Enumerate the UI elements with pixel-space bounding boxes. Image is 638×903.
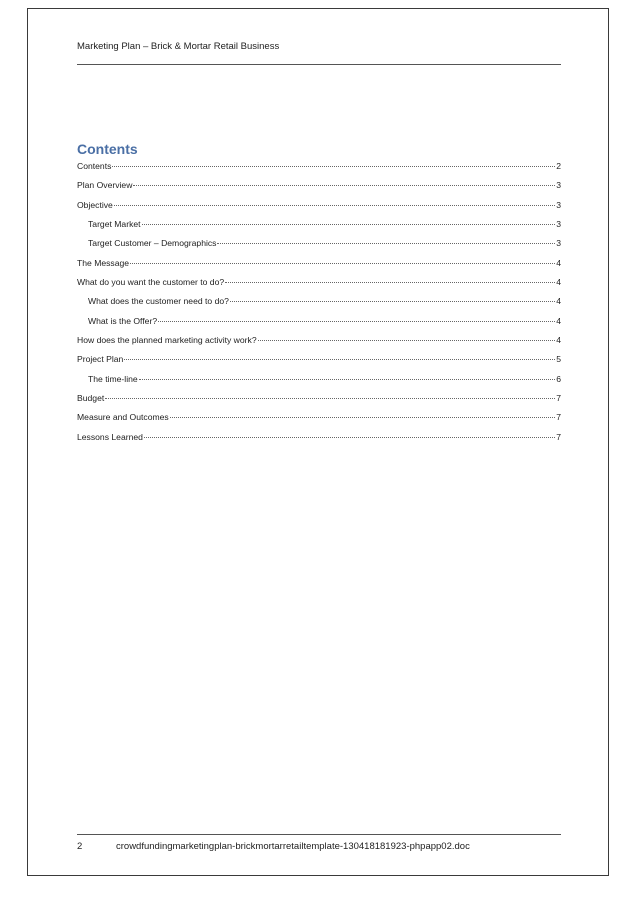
dot-leader: [225, 281, 555, 283]
dot-leader: [112, 165, 555, 167]
toc-entry-the-message[interactable]: [77, 258, 561, 277]
page-header: Marketing Plan – Brick & Mortar Retail Business: [77, 41, 280, 52]
dot-leader: [230, 300, 555, 302]
dot-leader: [144, 436, 555, 438]
toc-entry-page: 3: [556, 238, 561, 249]
toc-entry-page: 6: [556, 373, 561, 384]
toc-entry-label: Objective: [77, 199, 113, 210]
toc-entry-page: 3: [556, 180, 561, 191]
toc-entry-page: 4: [556, 334, 561, 345]
toc-entry-label: The time-line: [88, 373, 138, 384]
toc-entry-page: 7: [556, 431, 561, 442]
toc-entry-project-plan[interactable]: [77, 354, 561, 373]
toc-entry-customer-need[interactable]: [77, 296, 561, 315]
table-of-contents: [77, 161, 561, 451]
toc-entry-label: Target Market: [88, 218, 141, 229]
toc-entry-page: 4: [556, 296, 561, 307]
toc-entry-label: Contents: [77, 161, 112, 171]
toc-entry-contents[interactable]: [77, 161, 561, 180]
dot-leader: [124, 358, 555, 360]
toc-entry-label: Target Customer – Demographics: [88, 238, 217, 249]
dot-leader: [170, 416, 556, 418]
dot-leader: [105, 397, 555, 399]
toc-entry-page: 5: [556, 354, 561, 365]
toc-entry-page: 3: [556, 199, 561, 210]
dot-leader: [114, 204, 555, 206]
dot-leader: [217, 242, 555, 244]
toc-entry-label: How does the planned marketing activity work?: [77, 334, 257, 345]
toc-entry-budget[interactable]: [77, 393, 561, 412]
dot-leader: [133, 184, 555, 186]
toc-entry-label: Lessons Learned: [77, 431, 143, 442]
toc-entry-page: 4: [556, 315, 561, 326]
toc-entry-marketing-activity[interactable]: [77, 335, 561, 354]
toc-entry-page: 4: [556, 276, 561, 287]
toc-entry-lessons-learned[interactable]: [77, 432, 561, 451]
toc-entry-label: What do you want the customer to do?: [77, 276, 225, 287]
dot-leader: [130, 262, 555, 264]
toc-entry-label: What does the customer need to do?: [88, 296, 229, 307]
toc-entry-page: 7: [556, 392, 561, 403]
toc-entry-page: 7: [556, 412, 561, 423]
toc-entry-objective[interactable]: [77, 200, 561, 219]
toc-entry-target-market[interactable]: [77, 219, 561, 238]
dot-leader: [158, 320, 555, 322]
toc-entry-label: Project Plan: [77, 354, 124, 365]
footer-divider: [77, 834, 561, 835]
header-divider: [77, 64, 561, 65]
toc-entry-label: Plan Overview: [77, 180, 133, 191]
toc-entry-label: Measure and Outcomes: [77, 412, 169, 423]
toc-entry-measure-outcomes[interactable]: [77, 412, 561, 431]
toc-entry-page: 3: [556, 218, 561, 229]
toc-heading: Contents: [77, 141, 138, 157]
toc-entry-target-customer-demographics[interactable]: [77, 238, 561, 257]
toc-entry-label: What is the Offer?: [88, 315, 158, 326]
dot-leader: [142, 223, 556, 225]
toc-entry-time-line[interactable]: [77, 374, 561, 393]
footer-filename: crowdfundingmarketingplan-brickmortarretailtemplate-130418181923-phpapp02.doc: [116, 841, 470, 852]
toc-entry-offer[interactable]: [77, 316, 561, 335]
toc-entry-label: Budget: [77, 392, 105, 403]
toc-entry-plan-overview[interactable]: [77, 180, 561, 199]
toc-entry-label: The Message: [77, 257, 130, 268]
toc-entry-page: 2: [556, 161, 561, 171]
toc-entry-what-customer-do[interactable]: [77, 277, 561, 296]
dot-leader: [139, 378, 556, 380]
dot-leader: [258, 339, 556, 341]
footer-page-number: 2: [77, 841, 83, 852]
toc-entry-page: 4: [556, 257, 561, 268]
